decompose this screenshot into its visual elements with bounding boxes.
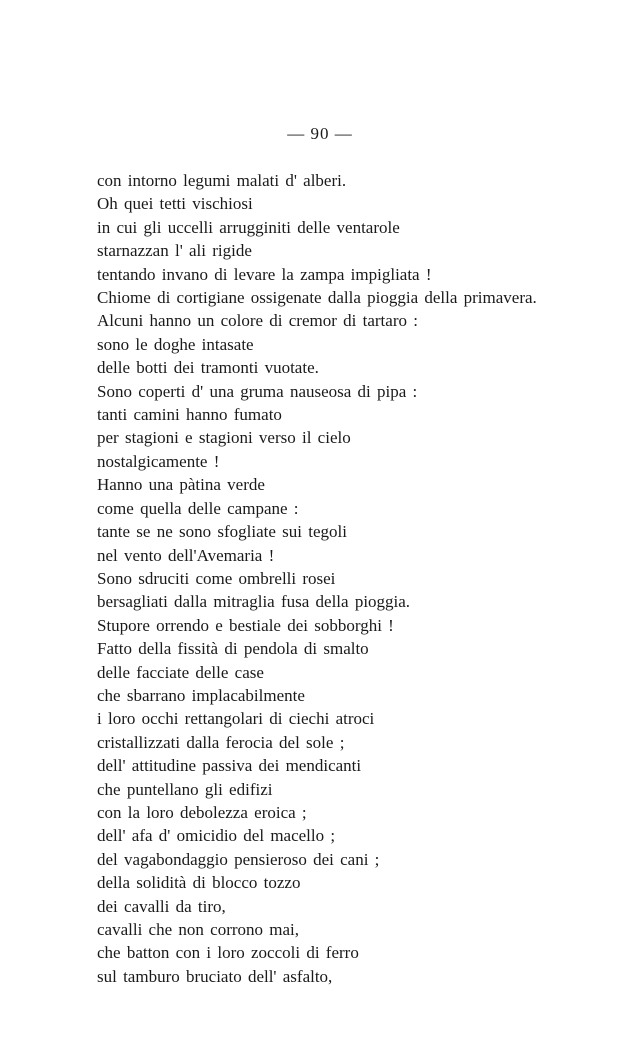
poem-line: che batton con i loro zoccoli di ferro (97, 943, 359, 963)
poem-line: delle facciate delle case (97, 662, 264, 682)
poem-line: dell' afa d' omicidio del macello ; (97, 826, 336, 846)
poem-line: cristallizzati dalla ferocia del sole ; (97, 732, 345, 752)
poem-line: nostalgicamente ! (97, 451, 220, 471)
poem-line: che sbarrano implacabilmente (97, 685, 305, 705)
poem-line: Oh quei tetti vischiosi (97, 194, 253, 214)
poem-line: del vagabondaggio pensieroso dei cani ; (97, 849, 380, 869)
poem-line: come quella delle campane : (97, 498, 299, 518)
poem-line: Alcuni hanno un colore di cremor di tartaro : (97, 311, 418, 331)
poem-line: tante se ne sono sfogliate sui tegoli (97, 522, 347, 542)
page-number: — 90 — (287, 124, 353, 143)
poem-line: starnazzan l' ali rigide (97, 241, 252, 261)
poem-line: Chiome di cortigiane ossigenate dalla pioggia della primavera. (97, 288, 537, 308)
poem-line: in cui gli uccelli arrugginiti delle ventarole (97, 217, 400, 237)
poem-line: i loro occhi rettangolari di ciechi atroci (97, 709, 375, 729)
poem-line: dell' attitudine passiva dei mendicanti (97, 756, 362, 776)
poem-line: della solidità di blocco tozzo (97, 873, 301, 893)
poem-line: Stupore orrendo e bestiale dei sobborghi ! (97, 615, 394, 635)
poem-line: con intorno legumi malati d' alberi. (97, 171, 347, 190)
poem-line: che puntellano gli edifizi (97, 779, 273, 799)
poem-line: tentando invano di levare la zampa impigliata ! (97, 264, 432, 284)
poem-line: bersagliati dalla mitraglia fusa della pioggia. (97, 592, 411, 612)
poem-line: sono le doghe intasate (97, 334, 254, 354)
poem-line: Sono coperti d' una gruma nauseosa di pipa : (97, 381, 418, 401)
poem-line: Fatto della fissità di pendola di smalto (97, 639, 369, 659)
poem-line: cavalli che non corrono mai, (97, 920, 300, 939)
poem-line: sul tamburo bruciato dell' asfalto, (97, 966, 333, 986)
poem-line: nel vento dell'Avemaria ! (97, 545, 275, 565)
poem-line: Sono sdruciti come ombrelli rosei (97, 568, 336, 588)
poem-line: tanti camini hanno fumato (97, 405, 282, 425)
poem-line: delle botti dei tramonti vuotate. (97, 358, 319, 378)
poem-text (97, 169, 537, 988)
poem-line: per stagioni e stagioni verso il cielo (97, 428, 351, 448)
poem-line: Hanno una pàtina verde (97, 475, 265, 495)
poem-line: dei cavalli da tiro, (97, 896, 226, 916)
poem-line: con la loro debolezza eroica ; (97, 802, 307, 822)
